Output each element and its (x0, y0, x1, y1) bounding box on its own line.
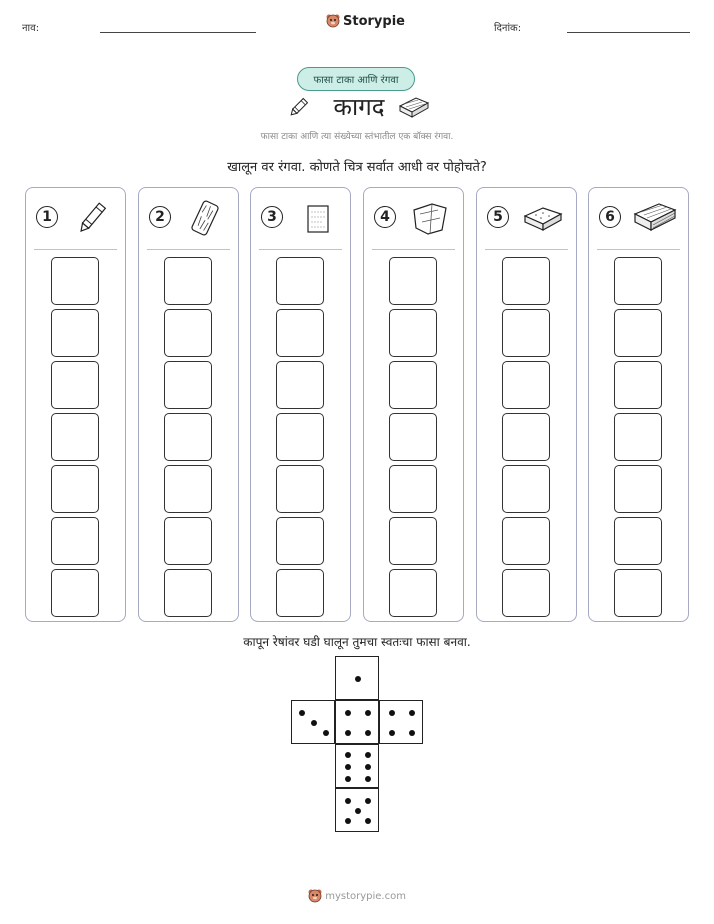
brand-logo (326, 13, 405, 29)
die-pip (365, 818, 371, 824)
color-box[interactable] (276, 465, 324, 513)
question-text: खालून वर रंगवा. कोणते चित्र सर्वात आधी वर पोहोचते? (227, 160, 487, 175)
color-box[interactable] (502, 413, 550, 461)
die-pip (345, 776, 351, 782)
name-label: नाव: (22, 23, 40, 34)
die-pip (365, 730, 371, 736)
color-box[interactable] (502, 361, 550, 409)
die-pip (365, 798, 371, 804)
date-label: दिनांक: (494, 23, 522, 34)
color-box[interactable] (164, 309, 212, 357)
column-number: 4 (374, 206, 396, 228)
footer-url: mystorypie.com (325, 891, 406, 902)
color-box[interactable] (51, 465, 99, 513)
column-divider (597, 249, 680, 250)
column-divider (147, 249, 230, 250)
color-box[interactable] (389, 257, 437, 305)
die-pip (409, 730, 415, 736)
column-6 (588, 187, 689, 622)
die-pip (355, 808, 361, 814)
sponge-icon (521, 200, 565, 236)
footer (0, 888, 714, 904)
color-box[interactable] (164, 569, 212, 617)
color-box[interactable] (389, 465, 437, 513)
column-divider (259, 249, 342, 250)
column-3 (250, 187, 351, 622)
die-pip (345, 798, 351, 804)
bark-icon (183, 200, 227, 236)
color-box[interactable] (276, 309, 324, 357)
color-box[interactable] (276, 361, 324, 409)
wood-block-icon (633, 200, 677, 236)
color-box[interactable] (51, 361, 99, 409)
color-box[interactable] (51, 517, 99, 565)
die-face (291, 700, 335, 744)
die-pip (365, 764, 371, 770)
color-box[interactable] (502, 517, 550, 565)
crayon-icon (287, 95, 311, 119)
column-number: 6 (599, 206, 621, 228)
die-pip (365, 752, 371, 758)
die-pip (299, 710, 305, 716)
die-pip (355, 676, 361, 682)
color-box[interactable] (614, 465, 662, 513)
color-box[interactable] (51, 569, 99, 617)
color-box[interactable] (276, 413, 324, 461)
die-face (335, 788, 379, 832)
color-box[interactable] (164, 517, 212, 565)
color-box[interactable] (614, 413, 662, 461)
die-pip (323, 730, 329, 736)
color-box[interactable] (502, 309, 550, 357)
column-4 (363, 187, 464, 622)
color-box[interactable] (164, 465, 212, 513)
color-box[interactable] (164, 413, 212, 461)
column-1 (25, 187, 126, 622)
die-face (335, 700, 379, 744)
date-line (567, 32, 690, 33)
column-number: 2 (149, 206, 171, 228)
page-title: कागद (333, 93, 385, 121)
bear-icon (326, 13, 340, 29)
die-pip (365, 710, 371, 716)
color-box[interactable] (51, 309, 99, 357)
column-divider (485, 249, 568, 250)
die-pip (365, 776, 371, 782)
color-box[interactable] (502, 465, 550, 513)
column-divider (34, 249, 117, 250)
column-5 (476, 187, 577, 622)
die-pip (345, 752, 351, 758)
bear-icon (308, 888, 322, 904)
die-pip (409, 710, 415, 716)
activity-pill: फासा टाका आणि रंगवा (297, 67, 415, 91)
color-box[interactable] (276, 257, 324, 305)
color-box[interactable] (389, 517, 437, 565)
column-number: 3 (261, 206, 283, 228)
column-number: 5 (487, 206, 509, 228)
color-box[interactable] (389, 361, 437, 409)
die-pip (345, 764, 351, 770)
color-box[interactable] (389, 569, 437, 617)
die-pip (389, 710, 395, 716)
die-pip (345, 730, 351, 736)
instruction-text: फासा टाका आणि त्या संख्येच्या स्तंभातील एक बॉक्स रंगवा. (260, 132, 454, 142)
color-box[interactable] (51, 413, 99, 461)
column-2 (138, 187, 239, 622)
color-box[interactable] (614, 569, 662, 617)
color-box[interactable] (276, 517, 324, 565)
paper-sheet-icon (295, 200, 339, 236)
cloth-icon (408, 200, 452, 236)
color-box[interactable] (614, 257, 662, 305)
die-face (335, 656, 379, 700)
die-face (335, 744, 379, 788)
name-line (100, 32, 256, 33)
crayon-icon (70, 200, 114, 236)
die-face (379, 700, 423, 744)
wood-block-icon (398, 96, 430, 118)
color-box[interactable] (389, 413, 437, 461)
die-pip (389, 730, 395, 736)
brand-name: Storypie (343, 13, 405, 29)
color-box[interactable] (614, 517, 662, 565)
color-box[interactable] (614, 309, 662, 357)
die-pip (311, 720, 317, 726)
color-box[interactable] (164, 257, 212, 305)
color-box[interactable] (276, 569, 324, 617)
cutout-instruction: कापून रेषांवर घडी घालून तुमचा स्वतःचा फासा बनवा. (243, 635, 471, 649)
column-number: 1 (36, 206, 58, 228)
color-box[interactable] (502, 569, 550, 617)
color-box[interactable] (164, 361, 212, 409)
column-divider (372, 249, 455, 250)
die-pip (345, 710, 351, 716)
color-box[interactable] (614, 361, 662, 409)
color-box[interactable] (389, 309, 437, 357)
color-box[interactable] (502, 257, 550, 305)
color-box[interactable] (51, 257, 99, 305)
die-pip (345, 818, 351, 824)
